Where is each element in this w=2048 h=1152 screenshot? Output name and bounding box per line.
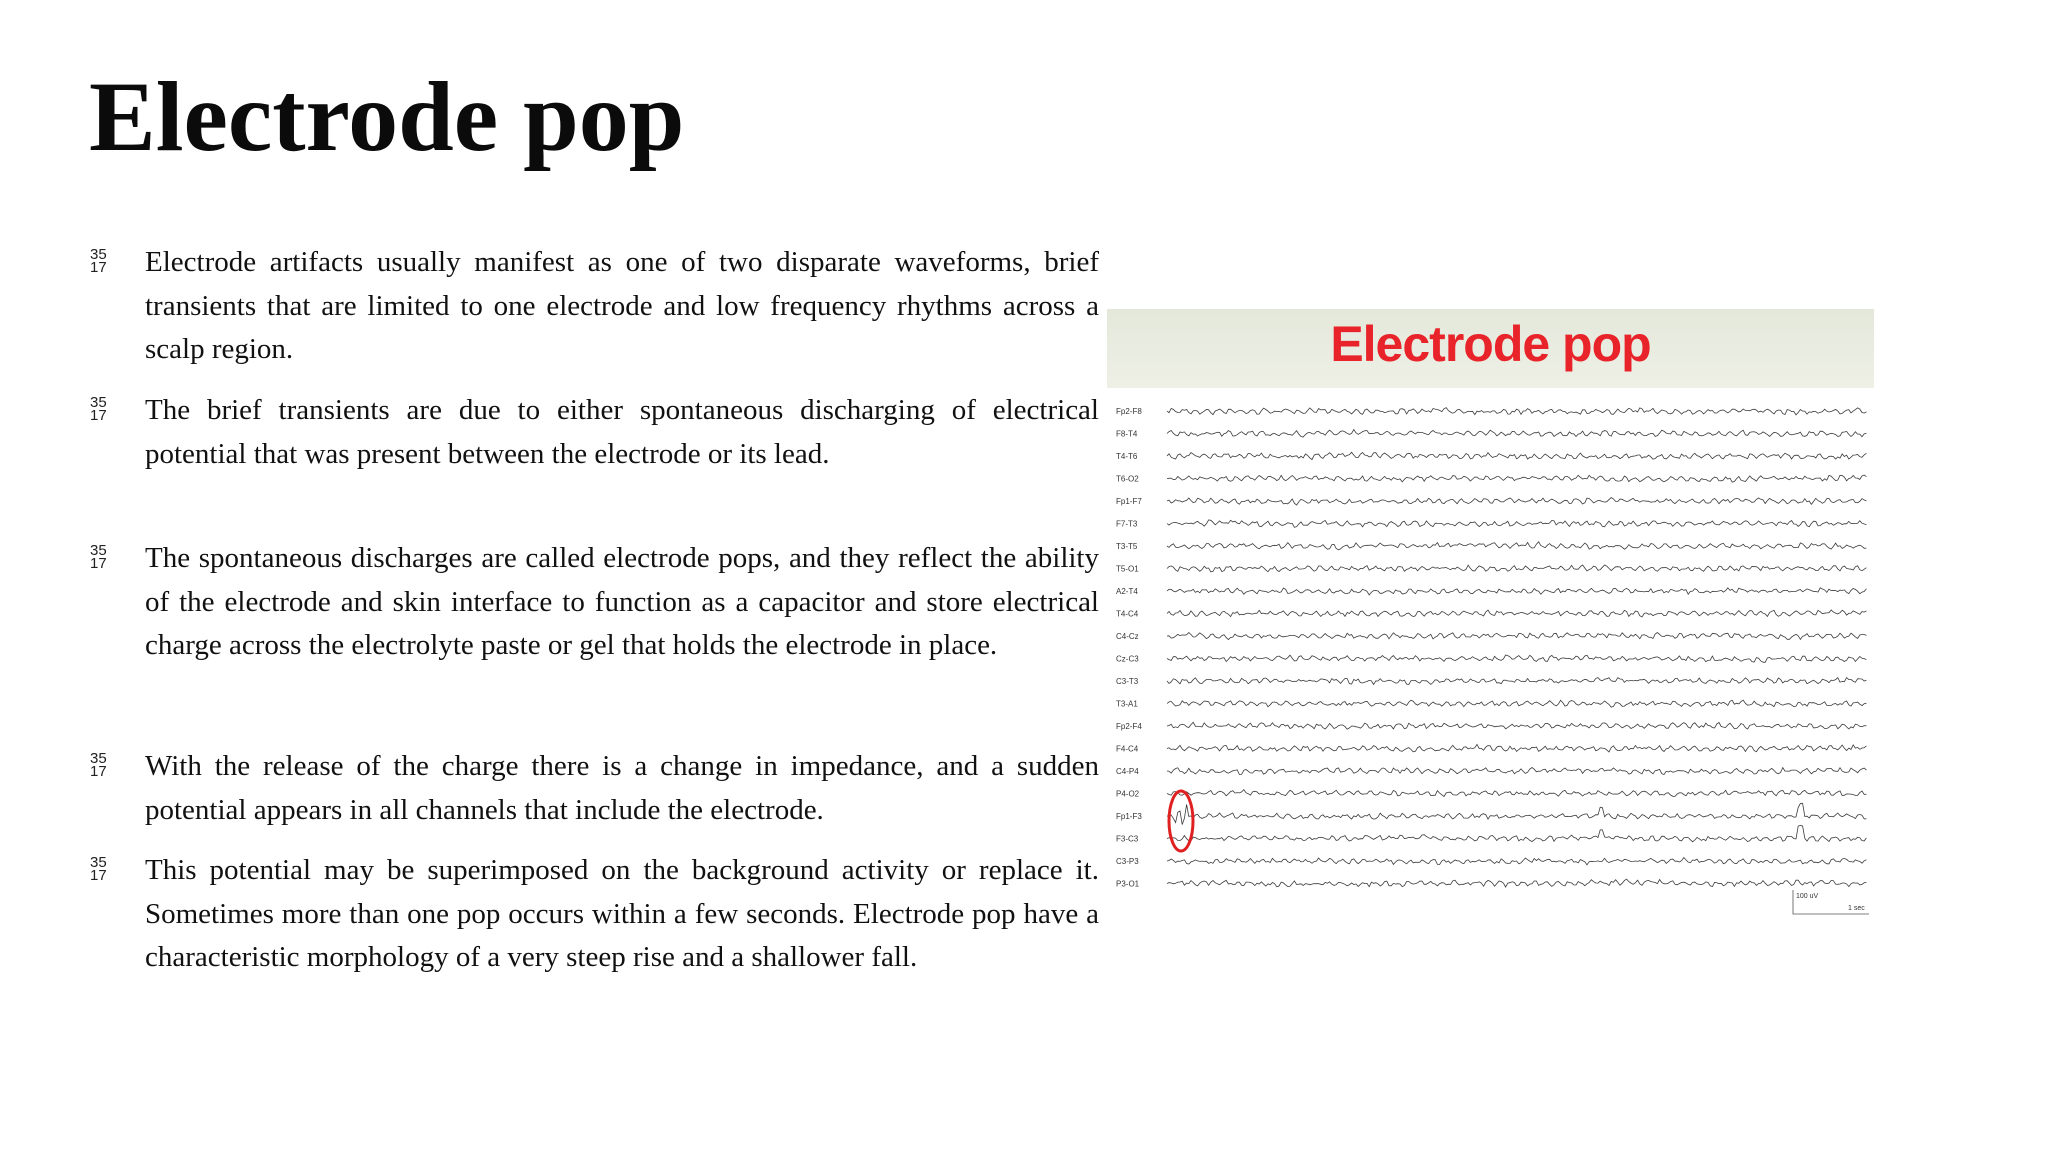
bullet-marker: 35 17: [90, 394, 107, 424]
channel-label: Fp2-F4: [1116, 722, 1142, 731]
eeg-trace: [1167, 542, 1866, 550]
channel-label: Fp1-F7: [1116, 497, 1142, 506]
bullet-text: This potential may be superimposed on the background activity or replace it. Sometimes more than one pop occurs within a few seconds. Electrode pop have a characteristic morphology of a very steep rise and a shallower fall.: [145, 854, 1099, 973]
eeg-traces: [1107, 388, 1874, 921]
channel-label: T4-C4: [1116, 609, 1139, 619]
eeg-trace: [1167, 768, 1866, 775]
channel-label: T4-T6: [1116, 452, 1138, 461]
eeg-trace: [1167, 655, 1866, 662]
eeg-trace: [1167, 790, 1866, 797]
channel-label: F8-T4: [1116, 429, 1138, 439]
bullet-marker: 35 17: [90, 854, 107, 884]
channel-label: P4-O2: [1116, 789, 1140, 799]
bullet-text: With the release of the charge there is a change in impedance, and a sudden potential appears in all channels that include the electrode.: [145, 750, 1099, 826]
eeg-trace: [1167, 498, 1866, 506]
eeg-trace: [1167, 700, 1866, 707]
eeg-trace: [1167, 825, 1866, 842]
scale-time-label: 1 sec: [1848, 905, 1865, 912]
eeg-trace: [1167, 430, 1866, 438]
eeg-figure: [1107, 309, 1874, 921]
channel-label: Cz-C3: [1116, 654, 1139, 664]
eeg-trace: [1167, 858, 1866, 865]
channel-label: T3-A1: [1116, 699, 1138, 709]
eeg-trace: [1167, 475, 1866, 482]
figure-header: [1107, 309, 1874, 388]
channel-label: A2-T4: [1116, 587, 1138, 596]
channel-label: C3-P3: [1116, 857, 1139, 866]
electrode-pop-highlight: [1169, 791, 1193, 851]
channel-label: T5-O1: [1116, 564, 1139, 574]
bullet-marker: 35 17: [90, 246, 107, 276]
channel-label: F4-C4: [1116, 744, 1139, 754]
bullet-text: The brief transients are due to either spontaneous discharging of electrical potential that was present between the electrode or its lead.: [145, 394, 1099, 470]
channel-label: F3-C3: [1116, 834, 1139, 844]
figure-title: Electrode pop: [1330, 316, 1651, 372]
channel-label: C4-Cz: [1116, 632, 1139, 641]
bullet-text: Electrode artifacts usually manifest as one of two disparate waveforms, brief transients that are limited to one electrode and low frequency rhythms across a scalp region.: [145, 246, 1099, 365]
channel-label: T6-O2: [1116, 474, 1139, 484]
channel-label: P3-O1: [1116, 879, 1140, 889]
bullet-marker: 35 17: [90, 750, 107, 780]
channel-label: Fp1-F3: [1116, 812, 1142, 821]
slide-title: Electrode pop: [89, 61, 685, 172]
bullet-text: The spontaneous discharges are called electrode pops, and they reflect the ability of the electrode and skin interface to function as a capacitor and store electrical charge across the electrolyte paste or gel that holds the electrode in place.: [145, 542, 1099, 661]
channel-label: C4-P4: [1116, 767, 1139, 776]
eeg-trace: [1167, 879, 1866, 887]
eeg-trace: [1167, 565, 1866, 572]
channel-label: F7-T3: [1116, 519, 1138, 529]
eeg-trace: [1167, 520, 1866, 527]
eeg-trace: [1167, 678, 1866, 685]
eeg-trace: [1167, 722, 1866, 729]
scale-amplitude-label: 100 uV: [1796, 893, 1819, 900]
channel-label: C3-T3: [1116, 677, 1139, 686]
eeg-trace: [1167, 408, 1866, 415]
eeg-trace: [1167, 803, 1866, 824]
eeg-trace: [1167, 610, 1866, 617]
eeg-trace: [1167, 588, 1866, 595]
eeg-trace: [1167, 744, 1866, 752]
eeg-trace: [1167, 633, 1866, 640]
channel-label: T3-T5: [1116, 542, 1138, 551]
eeg-trace: [1167, 452, 1866, 459]
bullet-marker: 35 17: [90, 542, 107, 572]
channel-label: Fp2-F8: [1116, 407, 1142, 416]
